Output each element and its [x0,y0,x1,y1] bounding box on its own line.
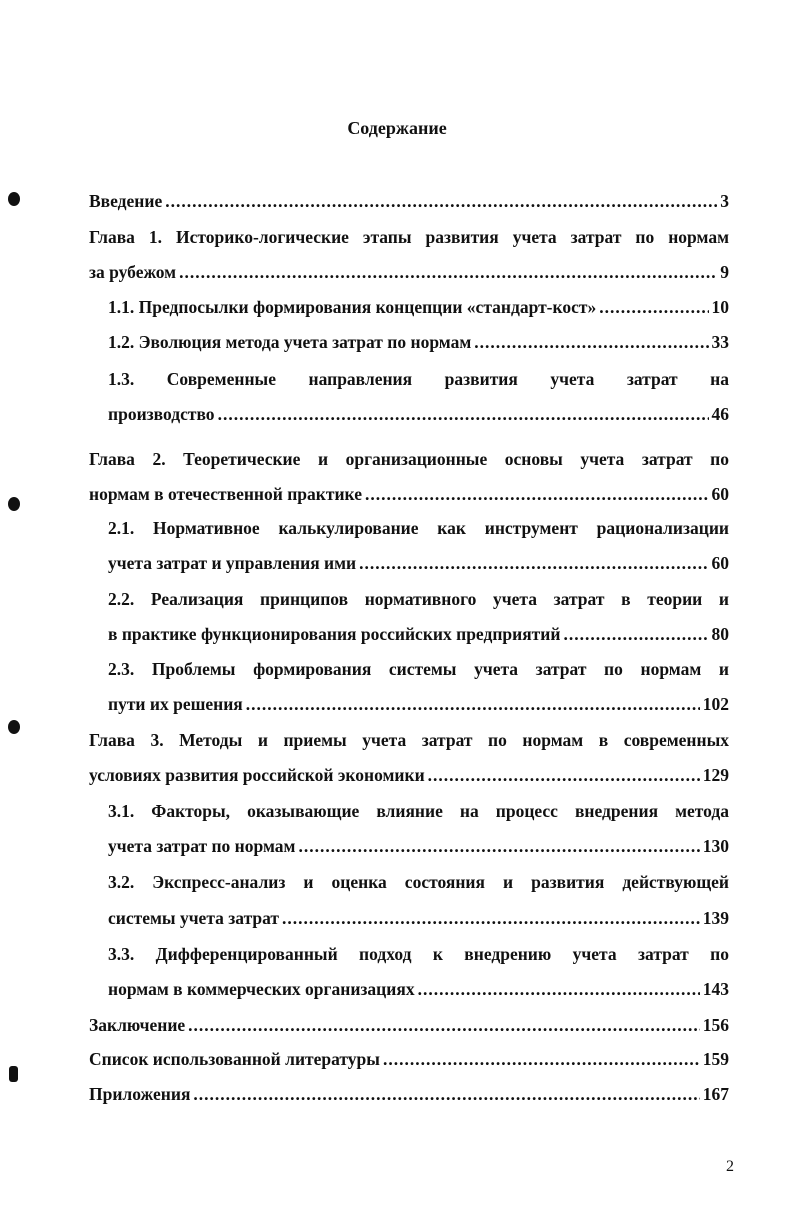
toc-entry-title: нормам в отечественной практике [89,484,362,504]
toc-entry-title: учета затрат по нормам [108,836,296,856]
punch-hole-mark [8,192,20,206]
toc-entry-appendix [89,1081,729,1107]
toc-entry-intro [89,188,729,214]
toc-entry-1-3-cont [108,401,729,427]
toc-entry-page: 143 [702,979,729,999]
toc-entry-page: 139 [702,908,729,928]
toc-entry-title: Приложения [89,1084,191,1104]
toc-entry-page: 102 [702,694,729,714]
punch-hole-mark [8,497,20,511]
dot-leader [359,550,708,576]
toc-entry-title: Список использованной литературы [89,1049,380,1069]
toc-entry-page: 80 [711,624,729,644]
toc-entry-title: 1.1. Предпосылки формирования концепции «стандарт-кост» [108,297,597,317]
dot-leader [428,762,700,788]
toc-entry-page: 159 [702,1049,729,1069]
toc-entry-chapter-2-cont [89,481,729,507]
toc-entry-title: в практике функционирования российских предприятий [108,624,561,644]
toc-entry-2-2: 2.2. Реализация принципов нормативного учета затрат в теории и [108,589,729,609]
toc-entry-title: за рубежом [89,262,177,282]
dot-leader [188,1012,700,1038]
toc-entry-conclusion [89,1012,729,1038]
dot-leader [563,621,708,647]
toc-entry-2-2-cont [108,621,729,647]
toc-entry-3-1: 3.1. Факторы, оказывающие влияние на процесс внедрения метода [108,801,729,821]
dot-leader [365,481,709,507]
dot-leader [193,1081,699,1107]
toc-entry-2-3-cont [108,691,729,717]
toc-entry-chapter-3: Глава 3. Методы и приемы учета затрат по нормам в современных [89,730,729,750]
toc-entry-title: нормам в коммерческих организациях [108,979,415,999]
toc-entry-title: Заключение [89,1015,186,1035]
toc-entry-chapter-2: Глава 2. Теоретические и организационные основы учета затрат по [89,449,729,469]
toc-entry-title: 1.2. Эволюция метода учета затрат по нормам [108,332,472,352]
punch-hole-mark [8,720,20,734]
toc-entry-page: 9 [720,262,729,282]
toc-entry-3-3-cont [108,976,729,1002]
toc-entry-page: 129 [702,765,729,785]
punch-hole-mark [9,1066,18,1082]
toc-entry-3-2: 3.2. Экспресс-анализ и оценка состояния и развития действующей [108,872,729,892]
toc-entry-chapter-1: Глава 1. Историко-логические этапы развития учета затрат по нормам [89,227,729,247]
dot-leader [165,188,717,214]
dot-leader [282,905,700,931]
toc-entry-2-3: 2.3. Проблемы формирования системы учета затрат по нормам и [108,659,729,679]
toc-entry-page: 60 [711,553,729,573]
page-number: 2 [726,1158,734,1175]
dot-leader [418,976,700,1002]
dot-leader [474,329,708,355]
toc-entry-chapter-1-cont [89,259,729,285]
toc-entry-3-3: 3.3. Дифференцированный подход к внедрению учета затрат по [108,944,729,964]
dot-leader [599,294,708,320]
toc-entry-page: 130 [702,836,729,856]
toc-entry-title: производство [108,404,215,424]
toc-entry-page: 46 [711,404,729,424]
toc-entry-page: 3 [720,191,729,211]
toc-entry-chapter-3-cont [89,762,729,788]
dot-leader [383,1046,700,1072]
toc-entry-page: 60 [711,484,729,504]
toc-entry-page: 156 [702,1015,729,1035]
toc-entry-1-3: 1.3. Современные направления развития учета затрат на [108,369,729,389]
toc-entry-page: 33 [711,332,729,352]
toc-entry-title: учета затрат и управления ими [108,553,357,573]
toc-entry-3-1-cont [108,833,729,859]
toc-entry-1-1 [108,294,729,320]
toc-entry-2-1: 2.1. Нормативное калькулирование как инструмент рационализации [108,518,729,538]
toc-entry-page: 10 [711,297,729,317]
toc-entry-3-2-cont [108,905,729,931]
toc-entry-1-2 [108,329,729,355]
toc-entry-page: 167 [702,1084,729,1104]
dot-leader [246,691,700,717]
toc-entry-title: пути их решения [108,694,243,714]
dot-leader [218,401,709,427]
toc-entry-2-1-cont [108,550,729,576]
dot-leader [179,259,717,285]
page-title: Содержание [347,118,447,138]
toc-entry-literature [89,1046,729,1072]
toc-entry-title: системы учета затрат [108,908,280,928]
toc-entry-title: условиях развития российской экономики [89,765,425,785]
dot-leader [298,833,699,859]
toc-entry-title: Введение [89,191,163,211]
